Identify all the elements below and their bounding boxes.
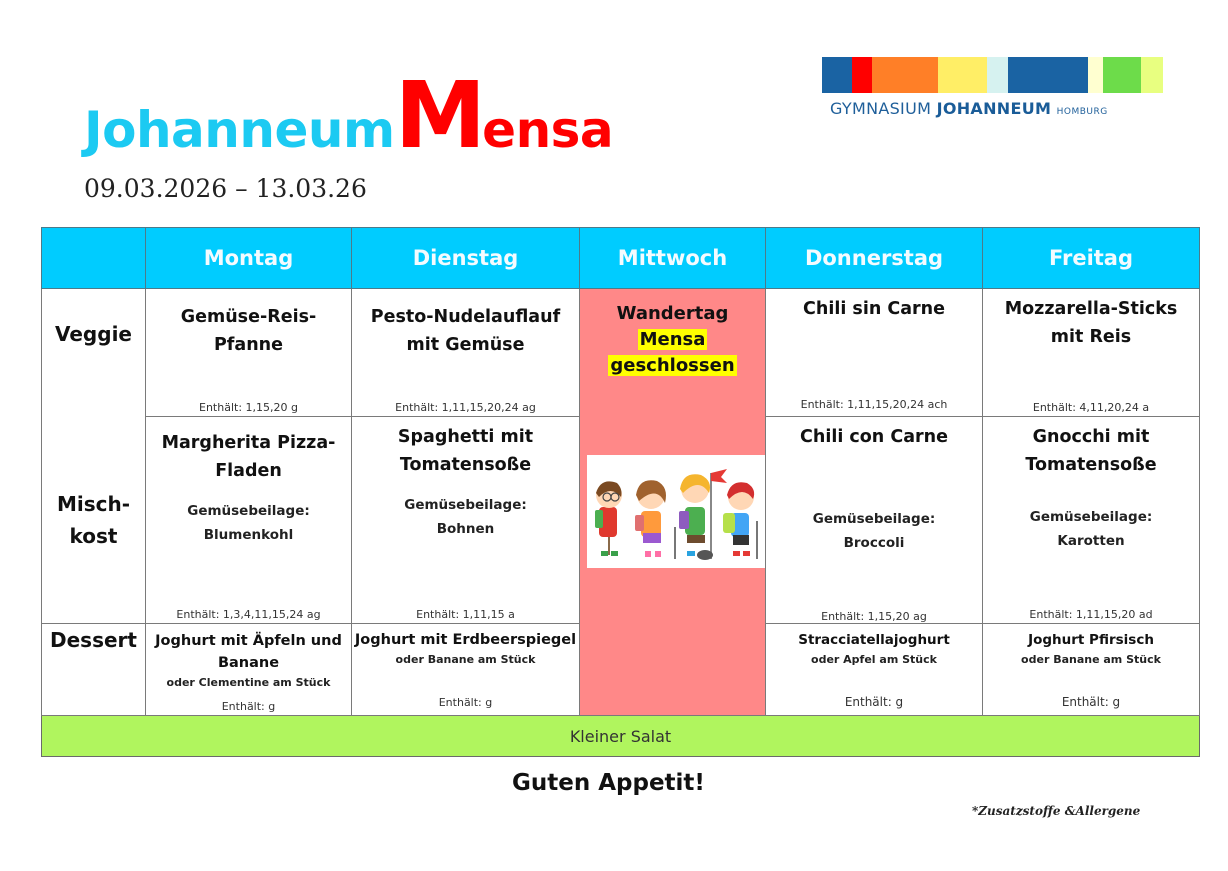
allergen-info: Enthält: g [844,695,904,709]
logo-bar-segment [1141,57,1163,93]
side-dish-value: Bohnen [436,521,495,537]
header-corner [42,228,146,289]
veggie-row [42,289,1200,417]
hiking-kids-illustration [587,455,765,568]
title-big-m: M [394,62,483,169]
dish-name: Margherita Pizza-Fladen [161,433,336,481]
event-wandertag: Wandertag [616,303,729,324]
day-header-row [42,228,1200,289]
dish-name: Gemüse-Reis-Pfanne [180,307,317,355]
allergen-info: Enthält: g [221,700,276,713]
row-label-veggie: Veggie [54,322,132,346]
row-label-mischkost [42,488,145,552]
side-dish-label: Gemüsebeilage: [812,511,936,527]
allergen-info: Enthält: 1,11,15,20,24 ag [395,401,536,414]
allergen-footnote: *Zusatzstoffe &Allergene [972,804,1141,818]
salad-cell: Kleiner Salat [42,716,1200,757]
menu-cell-mischkost-thursday [766,417,983,624]
menu-cell-veggie-tuesday [352,289,580,417]
menu-cell-dessert-monday [146,624,352,716]
dish-name: Gnocchi mit Tomatensoße [1025,427,1157,475]
title-johanneum: Johanneum [84,101,395,159]
allergen-info: Enthält: g [438,696,493,709]
row-label-mischkost-line2: kost [69,524,118,548]
weekly-menu-table [41,227,1200,757]
logo-text-homburg: HOMBURG [1056,107,1108,117]
menu-cell-dessert-tuesday [352,624,580,716]
logo-bar-segment [1088,57,1103,93]
dish-name: Pesto-Nudelauflauf mit Gemüse [370,307,561,355]
dish-name: Chili con Carne [800,427,948,447]
day-header-friday: Freitag [983,228,1200,289]
title-ensa: ensa [482,101,614,159]
salad-row [42,716,1200,757]
logo-bar-segment [987,57,1008,93]
logo-bar-segment [1103,57,1141,93]
logo-text-gymnasium: GYMNASIUM [830,99,932,118]
allergen-info: Enthält: 1,3,4,11,15,24 ag [176,608,321,621]
dish-name: Spaghetti mit Tomatensoße [397,427,534,475]
footer-greeting: Guten Appetit! [512,770,705,796]
allergen-info: Enthält: 1,11,15,20 ad [1029,608,1153,621]
row-label-cell [42,624,146,716]
row-label-dessert: Dessert [50,628,137,652]
side-dish-value: Broccoli [843,535,905,551]
allergen-info: Enthält: 1,15,20 g [199,401,298,414]
logo-text-johanneum: JOHANNEUM [936,99,1052,118]
closed-notice-line1: Mensa [639,329,706,350]
dessert-alternative: oder Clementine am Stück [166,676,331,689]
logo-bar-segment [938,57,987,93]
logo-bar-segment [852,57,872,93]
allergen-info: Enthält: 1,11,15,20,24 ach [800,398,948,411]
allergen-info: Enthält: g [1061,695,1121,709]
allergen-info: Enthält: 4,11,20,24 a [1032,401,1150,414]
allergen-info: Enthält: 1,11,15 a [416,608,515,621]
date-range: 09.03.2026 – 13.03.26 [84,174,367,203]
side-dish-label: Gemüsebeilage: [187,503,310,519]
row-label-cell [42,289,146,624]
logo-bar-segment [872,57,938,93]
wednesday-closed-cell [580,289,766,716]
dish-name: Mozzarella-Sticks mit Reis [1004,299,1178,347]
day-header-tuesday: Dienstag [352,228,580,289]
menu-cell-dessert-thursday [766,624,983,716]
side-dish-label: Gemüsebeilage: [404,497,527,513]
day-header-monday: Montag [146,228,352,289]
menu-cell-dessert-friday [983,624,1200,716]
side-dish-value: Karotten [1057,533,1125,549]
allergen-info: Enthält: 1,15,20 ag [821,610,927,623]
dish-name: Chili sin Carne [803,299,945,319]
dessert-alternative: oder Banane am Stück [395,653,536,666]
hiking-kids-icon [587,455,765,568]
dessert-name: Stracciatellajoghurt [798,632,950,648]
dessert-alternative: oder Banane am Stück [1021,653,1161,666]
dessert-name: Joghurt mit Erdbeerspiegel [354,632,577,648]
closed-notice-line2: geschlossen [610,355,735,376]
menu-cell-mischkost-friday [983,417,1200,624]
dessert-name: Joghurt Pfirsisch [1028,632,1154,648]
logo-color-bar [822,57,1163,93]
menu-cell-veggie-friday [983,289,1200,417]
menu-cell-veggie-monday [146,289,352,417]
side-dish-value: Blumenkohl [203,527,294,543]
menu-cell-mischkost-monday [146,417,352,624]
side-dish-label: Gemüsebeilage: [1029,509,1153,525]
day-header-wednesday: Mittwoch [580,228,766,289]
day-header-thursday: Donnerstag [766,228,983,289]
menu-cell-mischkost-tuesday [352,417,580,624]
dessert-name: Joghurt mit Äpfeln und Banane [155,633,342,671]
dessert-alternative: oder Apfel am Stück [811,653,937,666]
logo-bar-segment [1008,57,1088,93]
mensa-title [84,62,614,169]
row-label-mischkost-line1: Misch- [56,492,131,516]
school-logo [822,57,1163,118]
logo-bar-segment [822,57,852,93]
menu-cell-veggie-thursday [766,289,983,417]
logo-text [822,99,1163,118]
